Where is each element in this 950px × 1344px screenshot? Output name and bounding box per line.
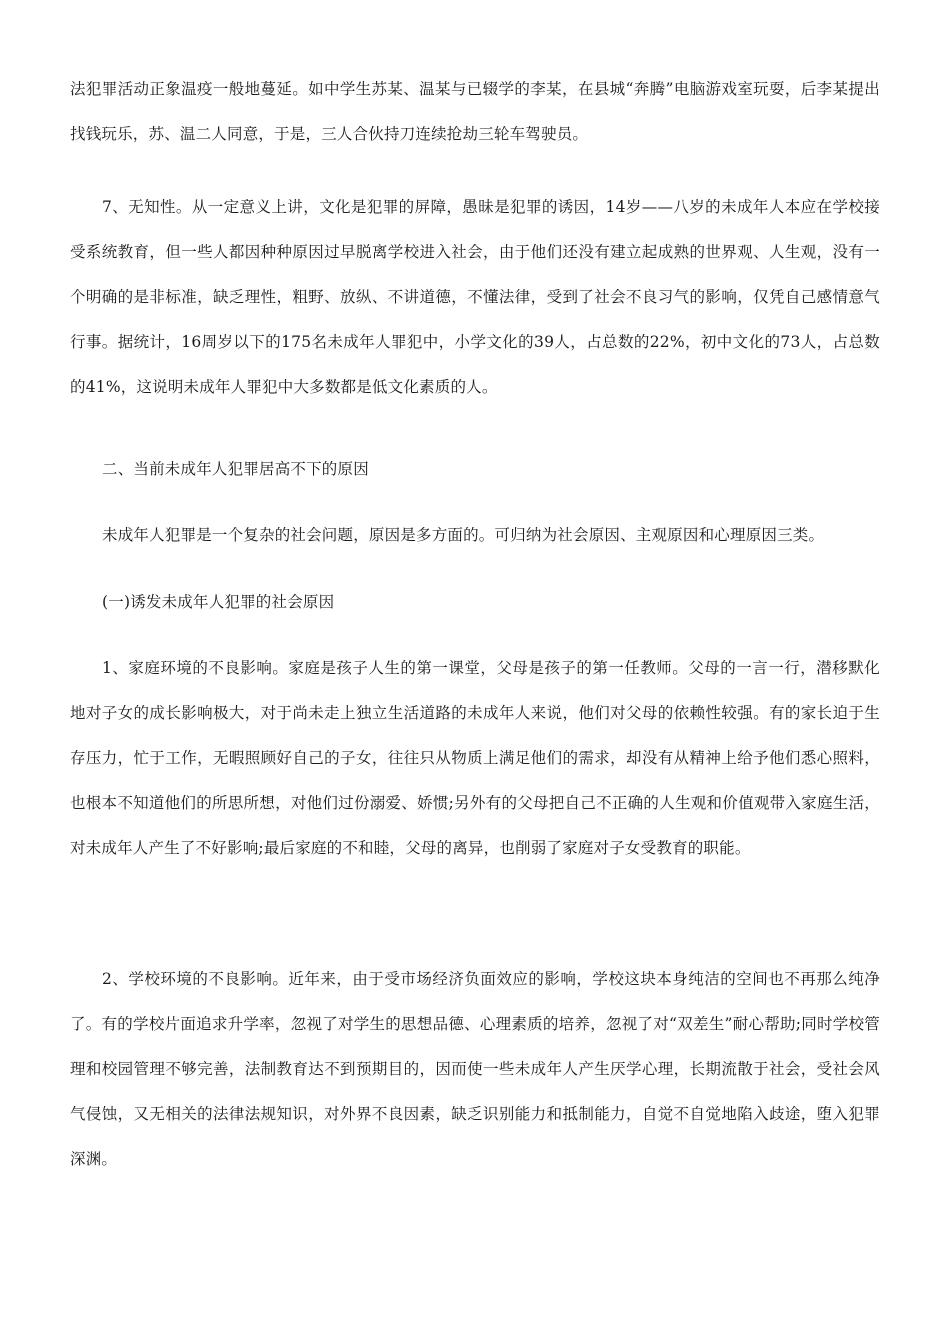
paragraph-continuation: 法犯罪活动正象温疫一般地蔓延。如中学生苏某、温某与已辍学的李某，在县城“奔腾”电脑游戏室玩耍，后李某提出找钱玩乐，苏、温二人同意，于是，三人合伙持刀连续抢劫三轮车驾驶员。 xyxy=(70,80,880,143)
paragraph-ignorance: 7、无知性。从一定意义上讲，文化是犯罪的屏障，愚昧是犯罪的诱因，14岁——八岁的未成年人本应在学校接受系统教育，但一些人都因种种原因过早脱离学校进入社会，由于他们还没有建立起成熟的世界观、人生观，没有一个明确的是非标准，缺乏理性，粗野、放纵、不讲道德，不懂法律，受到了社会不良习气的影响，仅凭自己感情意气行事。据统计，16周岁以下的175名未成年人罪犯中，小学文化的39人，占总数的22%，初中文化的73人，占总数的41%，这说明未成年人罪犯中大多数都是低文化素质的人。 xyxy=(70,198,880,396)
subsection-heading: (一)诱发未成年人犯罪的社会原因 xyxy=(102,593,335,611)
paragraph-family-environment: 1、家庭环境的不良影响。家庭是孩子人生的第一课堂，父母是孩子的第一任教师。父母的一言一行，潜移默化地对子女的成长影响极大，对于尚未走上独立生活道路的未成年人来说，他们对父母的依赖性较强。有的家长迫于生存压力，忙于工作，无暇照顾好自己的子女，往往只从物质上满足他们的需求，却没有从精神上给予他们悉心照料，也根本不知道他们的所思所想，对他们过份溺爱、娇惯;另外有的父母把自己不正确的人生观和价值观带入家庭生活，对未成年人产生了不好影响;最后家庭的不和睦，父母的离异，也削弱了家庭对子女受教育的职能。 xyxy=(70,659,880,857)
paragraph-school-environment: 2、学校环境的不良影响。近年来，由于受市场经济负面效应的影响，学校这块本身纯洁的空间也不再那么纯净了。有的学校片面追求升学率，忽视了对学生的思想品德、心理素质的培养，忽视了对“双差生”耐心帮助;同时学校管理和校园管理不够完善，法制教育达不到预期目的，因而使一些未成年人产生厌学心理，长期流散于社会，受社会风气侵蚀，又无相关的法律法规知识，对外界不良因素，缺乏识别能力和抵制能力，自觉不自觉地陷入歧途，堕入犯罪深渊。 xyxy=(70,970,880,1168)
paragraph-intro: 未成年人犯罪是一个复杂的社会问题，原因是多方面的。可归纳为社会原因、主观原因和心理原因三类。 xyxy=(102,526,825,544)
section-heading: 二、当前未成年人犯罪居高不下的原因 xyxy=(102,460,369,478)
